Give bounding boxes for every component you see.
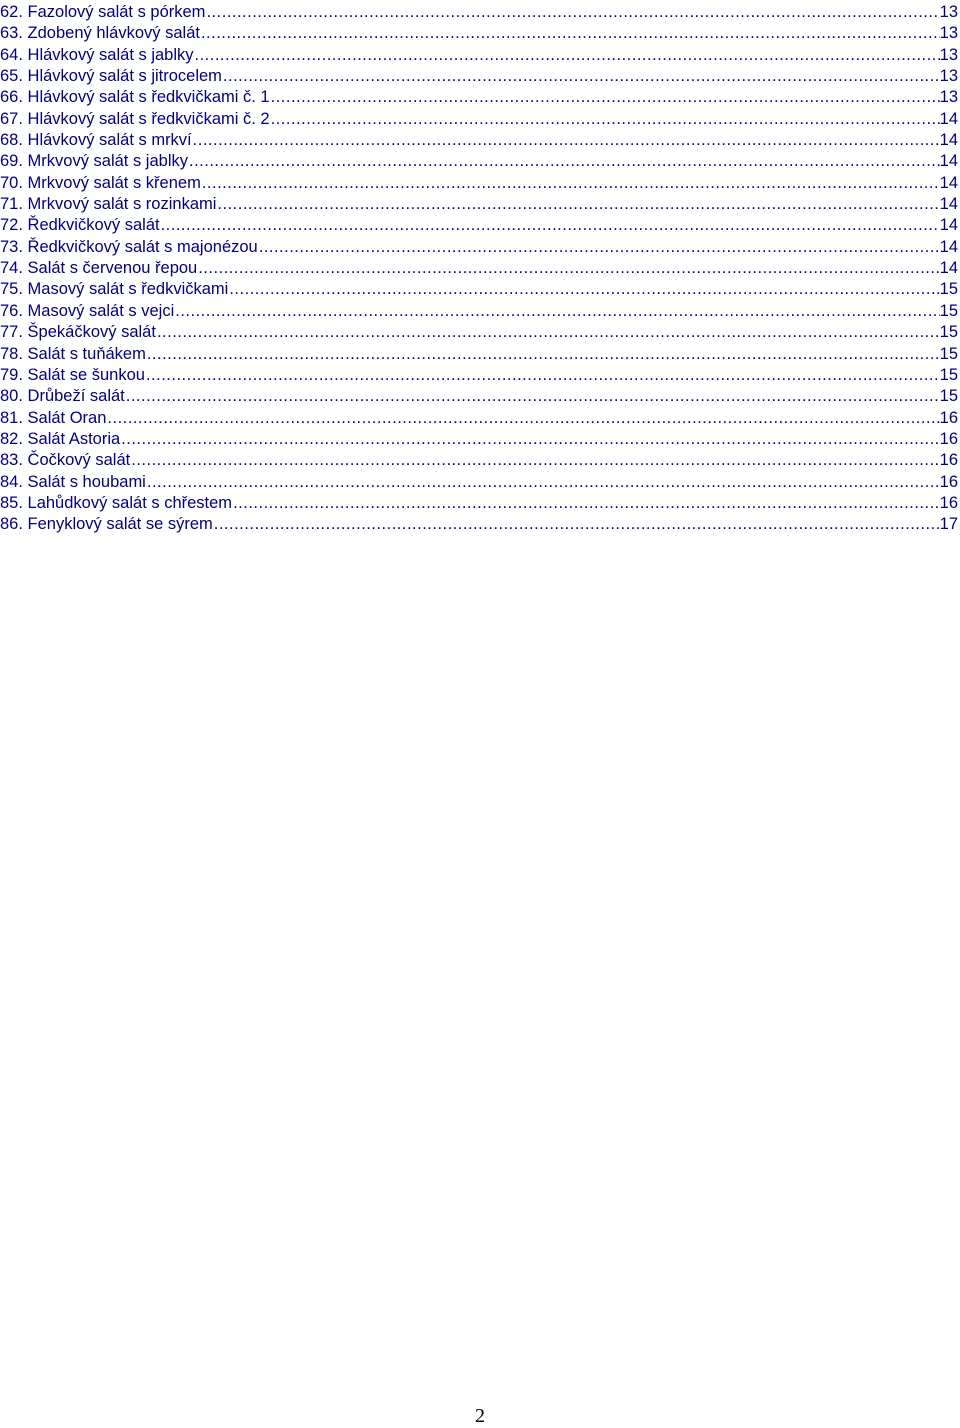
toc-entry-title: Salát s tuňákem xyxy=(27,344,146,363)
toc-entry-title: Fazolový salát s pórkem xyxy=(27,3,206,21)
toc-entry-number: 82. xyxy=(0,429,23,448)
toc-entry-number: 72. xyxy=(0,216,23,235)
toc-entry-page: 15 xyxy=(939,365,958,384)
toc-entry-page: 15 xyxy=(939,344,958,363)
toc-entry-title: Lahůdkový salát s chřestem xyxy=(27,493,233,512)
toc-entry-number: 67. xyxy=(0,109,23,128)
toc-dot-leader xyxy=(174,301,939,322)
toc-entry-number: 68. xyxy=(0,131,23,150)
toc-entry-64[interactable] xyxy=(0,45,958,66)
toc-entry-page: 16 xyxy=(939,451,958,470)
toc-dot-leader xyxy=(232,493,940,514)
toc-entry-title: Salát s houbami xyxy=(27,472,146,491)
toc-dot-leader xyxy=(125,386,940,407)
toc-entry-title: Drůbeží salát xyxy=(27,387,125,406)
toc-entry-67[interactable] xyxy=(0,109,958,130)
toc-entry-page: 14 xyxy=(939,195,958,214)
toc-dot-leader xyxy=(205,2,939,23)
toc-dot-leader xyxy=(270,109,940,130)
toc-entry-number: 83. xyxy=(0,451,23,470)
toc-entry-77[interactable] xyxy=(0,322,958,343)
toc-entry-number: 66. xyxy=(0,88,23,107)
toc-entry-page: 13 xyxy=(939,24,958,43)
toc-entry-page: 16 xyxy=(939,493,958,512)
toc-entry-76[interactable] xyxy=(0,301,958,322)
toc-entry-page: 13 xyxy=(939,67,958,86)
toc-entry-title: Čočkový salát xyxy=(27,451,131,470)
toc-entry-page: 15 xyxy=(939,323,958,342)
toc-dot-leader xyxy=(188,151,940,172)
toc-entry-page: 15 xyxy=(939,387,958,406)
toc-entries xyxy=(0,2,958,536)
toc-entry-80[interactable] xyxy=(0,386,958,407)
toc-entry-number: 75. xyxy=(0,280,23,299)
toc-entry-68[interactable] xyxy=(0,130,958,151)
toc-entry-number: 86. xyxy=(0,515,23,534)
toc-entry-62[interactable] xyxy=(0,2,958,23)
toc-entry-70[interactable] xyxy=(0,173,958,194)
toc-entry-number: 79. xyxy=(0,365,23,384)
toc-dot-leader xyxy=(192,130,940,151)
toc-entry-title: Hlávkový salát s mrkví xyxy=(27,131,192,150)
toc-dot-leader xyxy=(145,365,940,386)
toc-entry-title: Masový salát s vejci xyxy=(27,301,175,320)
toc-dot-leader xyxy=(228,279,939,300)
toc-entry-title: Ředkvičkový salát xyxy=(27,216,160,235)
toc-dot-leader xyxy=(156,322,940,343)
toc-entry-number: 63. xyxy=(0,24,23,43)
toc-entry-81[interactable] xyxy=(0,408,958,429)
toc-entry-page: 14 xyxy=(939,237,958,256)
toc-entry-title: Fenyklový salát se sýrem xyxy=(27,515,213,534)
toc-entry-title: Hlávkový salát s jablky xyxy=(27,45,194,64)
toc-dot-leader xyxy=(130,450,939,471)
toc-entry-number: 85. xyxy=(0,493,23,512)
toc-entry-title: Salát Oran xyxy=(27,408,107,427)
toc-entry-page: 15 xyxy=(939,301,958,320)
toc-entry-title: Špekáčkový salát xyxy=(27,323,156,342)
toc-entry-title: Salát Astoria xyxy=(27,429,121,448)
toc-entry-79[interactable] xyxy=(0,365,958,386)
toc-dot-leader xyxy=(216,194,939,215)
toc-entry-page: 14 xyxy=(939,173,958,192)
toc-dot-leader xyxy=(160,215,940,236)
toc-entry-73[interactable] xyxy=(0,237,958,258)
toc-entry-number: 64. xyxy=(0,45,23,64)
toc-entry-title: Mrkvový salát s křenem xyxy=(27,173,201,192)
toc-entry-page: 15 xyxy=(939,280,958,299)
toc-entry-page: 14 xyxy=(939,152,958,171)
toc-dot-leader xyxy=(194,45,940,66)
toc-entry-number: 70. xyxy=(0,173,23,192)
toc-entry-86[interactable] xyxy=(0,514,958,535)
toc-entry-78[interactable] xyxy=(0,344,958,365)
toc-dot-leader xyxy=(213,514,940,535)
toc-entry-82[interactable] xyxy=(0,429,958,450)
toc-entry-title: Mrkvový salát s jablky xyxy=(27,152,188,171)
toc-entry-number: 62. xyxy=(0,3,23,21)
toc-entry-page: 16 xyxy=(939,429,958,448)
toc-entry-66[interactable] xyxy=(0,87,958,108)
toc-entry-page: 14 xyxy=(939,131,958,150)
toc-entry-72[interactable] xyxy=(0,215,958,236)
page-number: 2 xyxy=(475,1405,485,1427)
toc-entry-title: Zdobený hlávkový salát xyxy=(27,24,200,43)
toc-dot-leader xyxy=(270,87,940,108)
toc-dot-leader xyxy=(106,408,939,429)
toc-dot-leader xyxy=(146,472,940,493)
toc-entry-number: 65. xyxy=(0,67,23,86)
toc-dot-leader xyxy=(201,173,940,194)
toc-entry-number: 81. xyxy=(0,408,23,427)
toc-entry-83[interactable] xyxy=(0,450,958,471)
toc-entry-number: 73. xyxy=(0,237,23,256)
toc-entry-title: Hlávkový salát s ředkvičkami č. 2 xyxy=(27,109,270,128)
toc-dot-leader xyxy=(197,258,939,279)
toc-entry-page: 14 xyxy=(939,259,958,278)
toc-entry-69[interactable] xyxy=(0,151,958,172)
toc-entry-84[interactable] xyxy=(0,472,958,493)
toc-entry-number: 77. xyxy=(0,323,23,342)
toc-entry-number: 74. xyxy=(0,259,23,278)
toc-entry-page: 17 xyxy=(939,515,958,534)
toc-dot-leader xyxy=(258,237,940,258)
toc-entry-number: 80. xyxy=(0,387,23,406)
toc-entry-title: Ředkvičkový salát s majonézou xyxy=(27,237,258,256)
toc-entry-page: 14 xyxy=(939,109,958,128)
toc-entry-71[interactable] xyxy=(0,194,958,215)
toc-entry-number: 69. xyxy=(0,152,23,171)
toc-entry-65[interactable] xyxy=(0,66,958,87)
toc-entry-63[interactable] xyxy=(0,23,958,44)
toc-entry-75[interactable] xyxy=(0,279,958,300)
toc-entry-title: Salát s červenou řepou xyxy=(27,259,198,278)
toc-entry-title: Mrkvový salát s rozinkami xyxy=(27,195,217,214)
toc-entry-85[interactable] xyxy=(0,493,958,514)
toc-entry-title: Hlávkový salát s jitrocelem xyxy=(27,67,222,86)
toc-dot-leader xyxy=(120,429,939,450)
toc-entry-page: 14 xyxy=(939,216,958,235)
toc-entry-number: 78. xyxy=(0,344,23,363)
toc-entry-title: Salát se šunkou xyxy=(27,365,145,384)
toc-dot-leader xyxy=(222,66,940,87)
table-of-contents xyxy=(0,2,958,536)
toc-entry-number: 84. xyxy=(0,472,23,491)
toc-entry-number: 71. xyxy=(0,195,23,214)
toc-entry-number: 76. xyxy=(0,301,23,320)
toc-entry-title: Masový salát s ředkvičkami xyxy=(27,280,229,299)
toc-entry-title: Hlávkový salát s ředkvičkami č. 1 xyxy=(27,88,270,107)
toc-entry-page: 16 xyxy=(939,408,958,427)
toc-entry-page: 16 xyxy=(939,472,958,491)
toc-dot-leader xyxy=(200,23,940,44)
toc-entry-page: 13 xyxy=(939,3,958,21)
toc-entry-page: 13 xyxy=(939,88,958,107)
toc-entry-74[interactable] xyxy=(0,258,958,279)
toc-dot-leader xyxy=(146,344,940,365)
toc-entry-page: 13 xyxy=(939,45,958,64)
